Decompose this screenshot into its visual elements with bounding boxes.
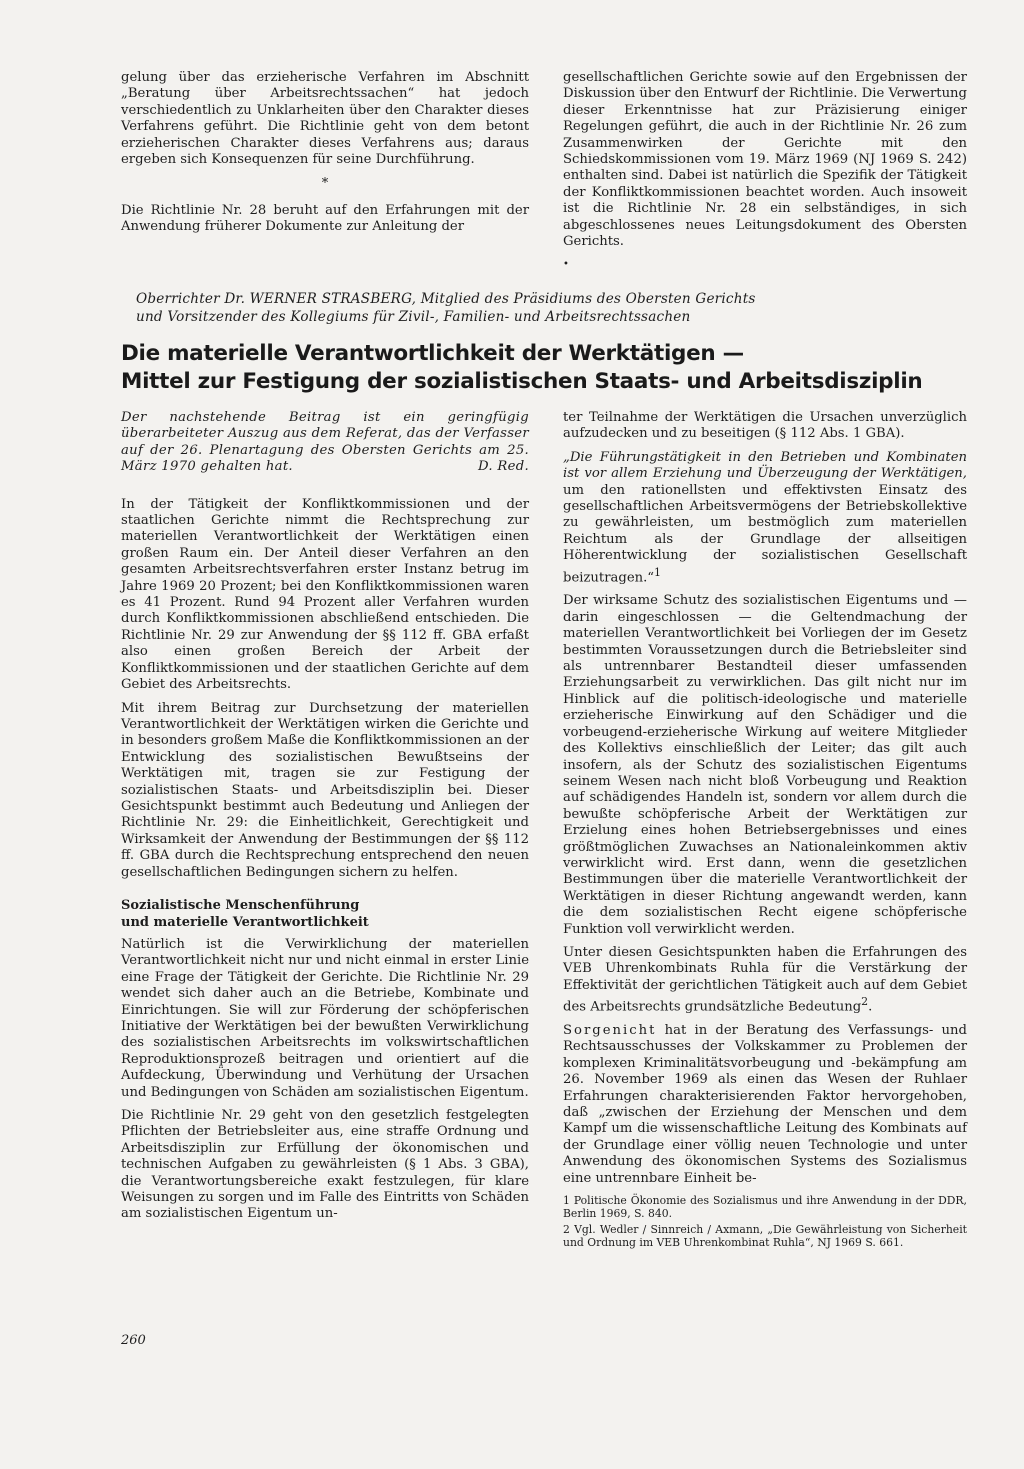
section-separator: * [321, 176, 329, 192]
paragraph: Die Richtlinie Nr. 29 geht von den gesetzlich festgelegten Pflichten der Betriebsleiter aus, eine straffe Ordnung und Arbeitsdisziplin zur Erfüllung der ökonomischen und technischen Aufgaben zu gewährleisten (§ 1 Abs. 3 GBA), die Verantwortungsbereiche exakt festzulegen, für klare Weisungen zu sorgen und im Falle des Eintritts von Schäden am sozialistischen Eigentum un- [121, 1108, 529, 1222]
footnote: 1 Politische Ökonomie des Sozialismus und ihre Anwendung in der DDR, Berlin 1969, S. 840. [563, 1194, 967, 1221]
footnote-ref: 2 [861, 995, 869, 1009]
intro-text: Der nachstehende Beitrag ist ein geringfügig überarbeiteter Auszug aus dem Referat, das der Verfasser auf der 26. Plenartagung des Obersten Gerichts am 25. März 1970 gehalten hat. [121, 410, 529, 475]
section-heading [121, 897, 529, 931]
paragraph-text: hat in der Beratung des Verfassungs- und Rechtsausschusses der Volkskammer zu Problemen der komplexen Kriminalitätsvorbeugung und -bekämpfung am 26. November 1969 als einen das Wesen der Ruhlaer Erfahrungen charakterisierenden Faktor hervorgehoben, daß „zwischen der Erziehung der Menschen und dem Kampf um die wissenschaftliche Leitung des Kombinats auf der Grundlage einer völlig neuen Technologie und unter Anwendung des ökonomischen Systems des Sozialismus eine untrennbare Einheit be- [563, 1023, 967, 1186]
paragraph: Der wirksame Schutz des sozialistischen Eigentums und — darin eingeschlossen — die Geltendmachung der materiellen Verantwortlichkeit bei Vorliegen der im Gesetz bestimmten Voraussetzungen durch die Betriebsleiter sind als untrennbarer Bestandteil dieser umfassenden Erziehungsarbeit zu verwirklichen. Das gilt nicht nur im Hinblick auf die politisch-ideologische und materielle erzieherische Einwirkung auf den Schädiger und die vorbeugend-erzieherische Wirkung auf weitere Mitglieder des Kollektivs einschließlich der Leiter; das gilt auch insofern, als der Schutz des sozialistischen Eigentums seinem Wesen nach nicht bloß Vorbeugung und Reaktion auf schädigendes Handeln ist, sondern vor allem durch die bewußte schöpferische Arbeit der Werktätigen zur Erzielung eines hohen Betriebsergebnisses und eines größtmöglichen Zuwachses an Nationaleinkommen aktiv verwirklicht wird. Erst dann, wenn die gesetzlichen Bestimmungen über die materielle Verantwortlichkeit der Werktätigen in dieser Richtung angewandt werden, kann die dem sozialistischen Recht eigene schöpferische Funktion voll verwirklicht werden. [563, 593, 967, 937]
byline-line: und Vorsitzender des Kollegiums für Zivil-, Familien- und Arbeitsrechtssachen [136, 309, 691, 325]
footnotes [563, 1194, 967, 1249]
headline-line: Die materielle Verantwortlichkeit der Werktätigen — [121, 341, 744, 366]
section-heading-line: und materielle Verantwortlichkeit [121, 914, 369, 930]
paragraph: Die Richtlinie Nr. 28 beruht auf den Erfahrungen mit der Anwendung früherer Dokumente zur Anleitung der [121, 202, 529, 235]
quote-paragraph [563, 450, 967, 587]
top-right-column [563, 70, 967, 274]
paragraph-text: Unter diesen Gesichtspunkten haben die Erfahrungen des VEB Uhrenkombinats Ruhla für die Verstärkung der Effektivität der gerichtlichen Tätigkeit auch auf dem Gebiet des Arbeitsrechts grundsätzliche Bedeutung [563, 944, 967, 1015]
footnote-ref: 1 [654, 565, 662, 579]
editorial-intro [121, 410, 529, 476]
footnote: 2 Vgl. Wedler / Sinnreich / Axmann, „Die Gewährleistung von Sicherheit und Ordnung im VEB Uhrenkombinat Ruhla“, NJ 1969 S. 661. [563, 1223, 967, 1250]
paragraph [563, 1023, 967, 1187]
paragraph: ter Teilnahme der Werktätigen die Ursachen unverzüglich aufzudecken und zu beseitigen (§ 112 Abs. 1 GBA). [563, 410, 967, 442]
bullet-marker: • [563, 259, 569, 271]
paragraph: Natürlich ist die Verwirklichung der materiellen Verantwortlichkeit nicht nur und nicht einmal in erster Linie eine Frage der Tätigkeit der Gerichte. Die Richtlinie Nr. 29 wendet sich daher auch an die Betriebe, Kombinate und Einrichtungen. Sie will zur Förderung der schöpferischen Initiative der Werktätigen bei der bewußten Verwirklichung des sozialistischen Arbeitsrechts im volkswirtschaftlichen Reproduktionsprozeß beitragen und orientiert auf die Aufdeckung, Überwindung und Verhütung der Ursachen und Bedingungen von Schäden am sozialistischen Eigentum. [121, 936, 529, 1100]
paragraph-end: . [868, 999, 873, 1015]
author-name: Sorgenicht [563, 1023, 657, 1038]
paragraph: gesellschaftlichen Gerichte sowie auf den Ergebnissen der Diskussion über den Entwurf der Richtlinie. Die Verwertung dieser Erkenntnisse hat zur Präzisierung einiger Regelungen geführt, die auch in der Richtlinie Nr. 26 zum Zusammenwirken der Gerichte mit den Schiedskommissionen vom 19. März 1969 (NJ 1969 S. 242) enthalten sind. Dabei ist natürlich die Spezifik der Tätigkeit der Konfliktkommissionen beachtet worden. Auch insoweit ist die Richtlinie Nr. 28 ein selbständiges, in sich abgeschlossenes neues Leitungsdokument des Obersten Gerichts. [563, 70, 967, 250]
editorial-signature: D. Red. [478, 459, 529, 475]
paragraph: In der Tätigkeit der Konfliktkommissionen und der staatlichen Gerichte nimmt die Rechtsprechung zur materiellen Verantwortlichkeit der Werktätigen einen großen Raum ein. Der Anteil dieser Verfahren an den gesamten Arbeitsrechtsverfahren erster Instanz betrug im Jahre 1969 20 Prozent; bei den Konfliktkommissionen waren es 41 Prozent. Rund 94 Prozent aller Verfahren wurden durch Konfliktkommissionen abschließend entschieden. Die Richtlinie Nr. 29 zur Anwendung der §§ 112 ff. GBA erfaßt also einen großen Bereich der Arbeit der Konfliktkommissionen und der staatlichen Gerichte auf dem Gebiet des Arbeitsrechts. [121, 496, 529, 693]
article-headline [121, 340, 981, 396]
quote-continuation: um den rationellsten und effektivsten Einsatz des gesellschaftlichen Arbeitsvermögens der Betriebskollektive zu gewährleisten, um bestmöglich zum materiellen Reichtum als der Grundlage der allseitigen Höherentwicklung der sozialistischen Gesellschaft beizutragen.“ [563, 482, 967, 586]
paragraph [563, 945, 967, 1016]
quote-text: „Die Führungstätigkeit in den Betrieben und Kombinaten ist vor allem Erziehung und Überzeugung der Werktätigen, [563, 449, 967, 482]
main-right-column [563, 410, 967, 1252]
paragraph: gelung über das erzieherische Verfahren im Abschnitt „Beratung über Arbeitsrechtssachen“ hat jedoch verschiedentlich zu Unklarheiten über den Charakter dieses Verfahrens geführt. Die Richtlinie geht von dem betont erzieherischen Charakter dieses Verfahrens aus; daraus ergeben sich Konsequenzen für seine Durchführung. [121, 70, 529, 168]
byline-line: Oberrichter Dr. WERNER STRASBERG, Mitglied des Präsidiums des Obersten Gerichts [136, 291, 756, 307]
paragraph: Mit ihrem Beitrag zur Durchsetzung der materiellen Verantwortlichkeit der Werktätigen wirken die Gerichte und in besonders großem Maße die Konfliktkommissionen an der Entwicklung des sozialistischen Bewußtseins der Werktätigen mit, tragen sie zur Festigung der sozialistischen Staats- und Arbeitsdisziplin bei. Dieser Gesichtspunkt bestimmt auch Bedeutung und Anliegen der Richtlinie Nr. 29: die Einheitlichkeit, Gerechtigkeit und Wirksamkeit der Anwendung der Bestimmungen der §§ 112 ff. GBA durch die Rechtsprechung entsprechend den neuen gesellschaftlichen Bedingungen sichern zu helfen. [121, 700, 529, 880]
headline-line: Mittel zur Festigung der sozialistischen Staats- und Arbeitsdisziplin [121, 369, 923, 394]
section-heading-line: Sozialistische Menschenführung [121, 897, 360, 913]
main-left-column [121, 410, 529, 1230]
page-number: 260 [121, 1333, 146, 1348]
author-byline [136, 290, 976, 326]
top-left-column [121, 70, 529, 243]
